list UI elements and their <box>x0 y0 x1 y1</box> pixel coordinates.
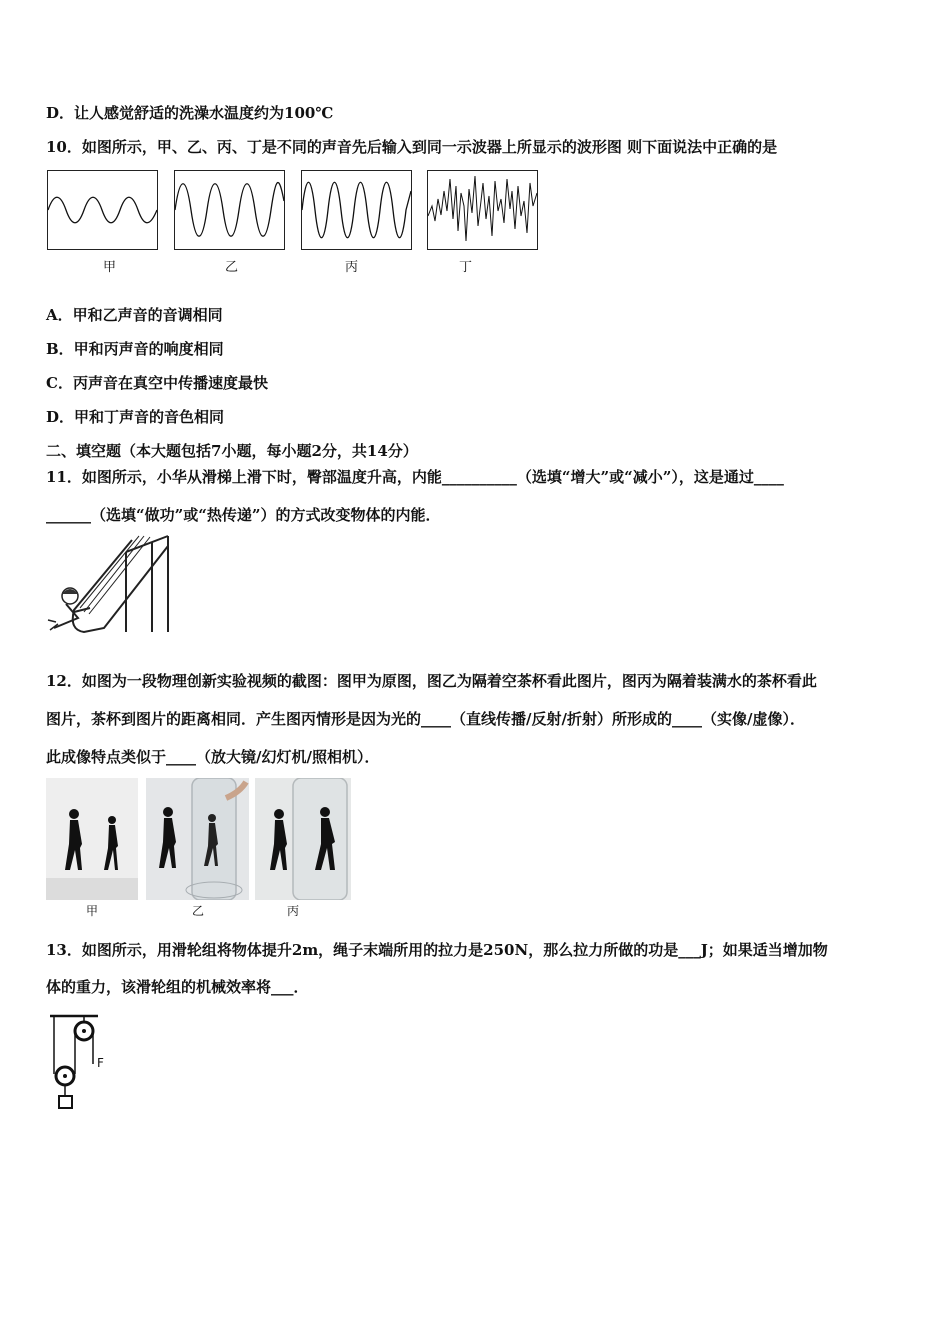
wave-figure-jia <box>47 170 158 250</box>
q13-line-2: 体的重力，该滑轮组的机械效率将___． <box>46 978 309 996</box>
q10-option-d: D．甲和丁声音的音色相同 <box>46 408 225 426</box>
photo-bing <box>255 778 351 900</box>
q10-option-b: B．甲和丙声音的响度相同 <box>46 340 224 358</box>
section-heading: 二、填空题（本大题包括7小题，每小题2分，共14分） <box>46 442 418 460</box>
q12-line-3: 此成像特点类似于____（放大镜/幻灯机/照相机）． <box>46 748 380 766</box>
q12-line-2: 图片，茶杯到图片的距离相同．产生图丙情形是因为光的____（直线传播/反射/折射）所形成的____（实像/虚像）． <box>46 710 805 728</box>
q10-option-c: C．丙声音在真空中传播速度最快 <box>46 374 268 392</box>
wave-label-jia: 甲 <box>102 260 116 275</box>
q10-stem: 10．如图所示，甲、乙、丙、丁是不同的声音先后输入到同一示波器上所显示的波形图 则下面说法中正确的是 <box>46 138 778 156</box>
wave-label-yi: 乙 <box>224 260 238 275</box>
q12-line-1: 12．如图为一段物理创新实验视频的截图：图甲为原图，图乙为隔着空茶杯看此图片，图丙为隔着装满水的茶杯看此 <box>46 672 817 690</box>
photo-label-jia: 甲 <box>86 904 99 918</box>
q13-line-1: 13．如图所示，用滑轮组将物体提升2m，绳子末端所用的拉力是250N，那么拉力所做的功是___J；如果适当增加物 <box>46 941 828 959</box>
photo-yi <box>146 778 249 900</box>
photo-label-yi: 乙 <box>192 904 205 918</box>
slide-illustration <box>44 532 174 644</box>
wave-label-bing: 丙 <box>344 260 358 275</box>
q10-option-a: A．甲和乙声音的音调相同 <box>46 306 223 324</box>
wave-figure-yi <box>174 170 285 250</box>
photo-label-bing: 丙 <box>287 904 300 918</box>
photo-jia <box>46 778 138 900</box>
wave-label-ding: 丁 <box>458 260 472 275</box>
wave-figure-bing <box>301 170 412 250</box>
q11-line-2: ______（选填“做功”或“热传递”）的方式改变物体的内能． <box>46 506 441 524</box>
q9-option-d: D．让人感觉舒适的洗澡水温度约为100℃ <box>46 104 334 122</box>
wave-figure-ding <box>427 170 538 250</box>
force-label: F <box>97 1056 104 1070</box>
pulley-diagram <box>46 1012 116 1114</box>
q11-line-1: 11．如图所示，小华从滑梯上滑下时，臀部温度升高，内能__________（选填“增大”或“减小”），这是通过____ <box>46 468 784 486</box>
